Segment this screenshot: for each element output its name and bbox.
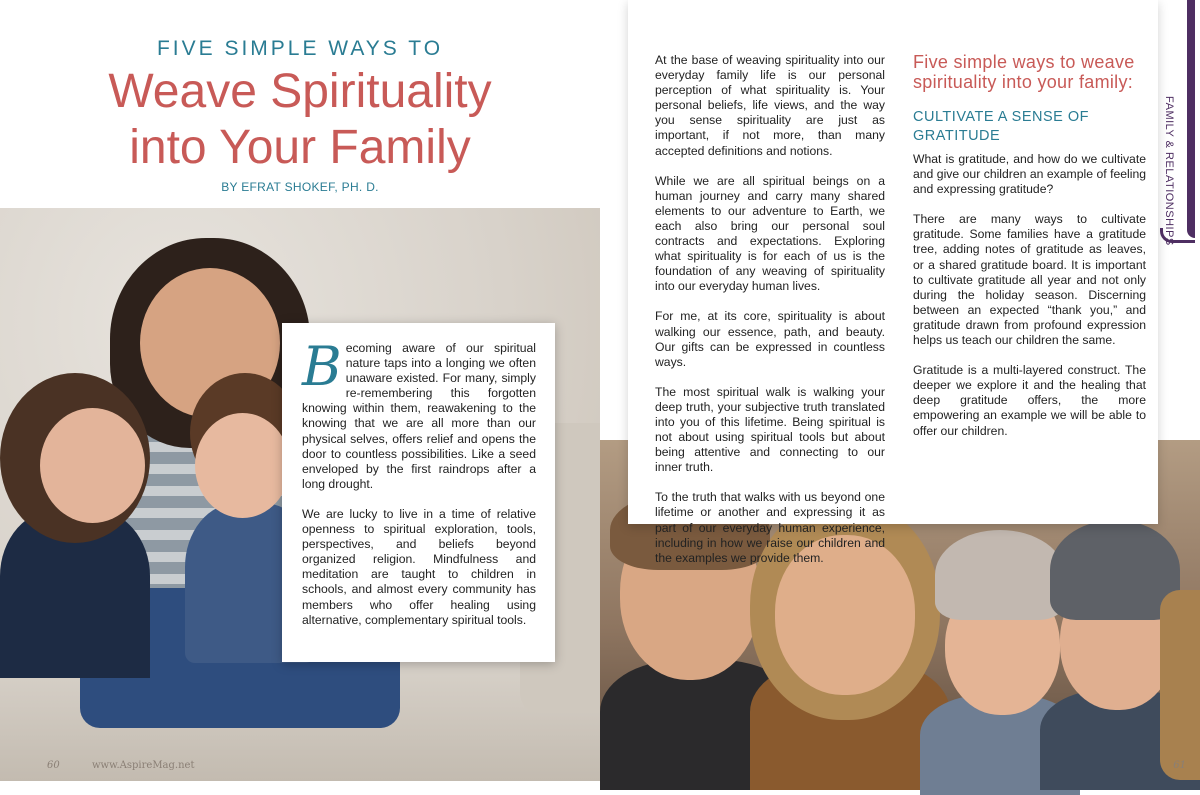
body-paragraph: The most spiritual walk is walking your deep truth, your subjective truth translated into you of this lifetime. Being spiritual is not about using spiritual tools but about being attentive and connecting to our inner truth. <box>655 384 885 475</box>
body-paragraph: For me, at its core, spirituality is about walking our essence, path, and beauty. Our gifts can be expressed in countless ways. <box>655 309 885 369</box>
boy-face <box>195 413 290 518</box>
byline: BY EFRAT SHOKEF, PH. D. <box>221 180 379 194</box>
body-paragraph: There are many ways to cultivate gratitude. Some families have a gratitude tree, adding notes of gratitude as leaves, or a shared gratitude board. It is important to cultivate gratitude all year and not only during the holiday season. Discerning between an expected “thank you,” and gratitude drawn from profound expression helps us teach our children the same. <box>913 212 1146 348</box>
section-tab <box>1160 96 1190 246</box>
page-number-left: 60 <box>47 760 60 771</box>
title-line-1: Weave Spirituality <box>108 65 492 118</box>
title-line-2: into Your Family <box>129 121 471 174</box>
intro-paragraph-2: We are lucky to live in a time of relative openness to spiritual exploration, tools, perspectives, and beliefs beyond organized religion. Mindfulness and meditation are taught to children in schools, and almost every community has members who offer healing using alternative, complementary spiritual tools. <box>302 506 536 627</box>
page-title <box>40 64 560 176</box>
body-paragraph: To the truth that walks with us beyond one lifetime or another and expressing it as part of our everyday human experience, including in how we raise our children and the examples we provide them. <box>655 490 885 565</box>
girl-face <box>40 408 145 523</box>
beanie-hat-light <box>935 530 1065 620</box>
middle-column <box>655 53 885 581</box>
section-tab-curve <box>1160 228 1195 243</box>
body-paragraph: At the base of weaving spirituality into our everyday family life is our personal perception of what spirituality is. Your personal beliefs, life views, and the way you sense spirituality are just as important, if not more, than many accepted definitions and notions. <box>655 53 885 158</box>
subheading-gratitude: CULTIVATE A SENSE OF GRATITUDE <box>913 109 1089 144</box>
footer-url: www.AspireMag.net <box>92 760 195 771</box>
right-column <box>913 52 1146 454</box>
intro-text-box <box>282 323 555 662</box>
body-paragraph: While we are all spiritual beings on a human journey and carry many shared elements to our adventure to Earth, we each also bring our personal soul contracts and expectations. Exploring what spirituality is for each of us is the foundation of any weaving of spirituality into our everyday human lives. <box>655 173 885 294</box>
section-heading: Five simple ways to weave spirituality into your family: <box>913 52 1135 92</box>
section-tab-label: FAMILY & RELATIONSHIPS <box>1163 96 1175 246</box>
intro-paragraph-1 <box>302 335 536 492</box>
body-paragraph: What is gratitude, and how do we cultivate and give our children an example of feeling and expressing gratitude? <box>913 152 1146 197</box>
drop-cap: B <box>302 335 342 398</box>
body-paragraph: Gratitude is a multi-layered construct. The deeper we explore it and the healing that deep gratitude offers, the more empowering an example we will be able to offer our children. <box>913 363 1146 438</box>
intro-paragraph-1-text: ecoming aware of our spiritual nature taps into a longing we often unaware existed. For many, simply re-remembering this forgotten knowing within them, reawakening to the knowing that we are all more than our physical selves, offers relief and opens the door to countless possibilities. Like a seed enveloped by the first raindrops after a long drought. <box>302 341 536 491</box>
side-hair <box>1160 590 1200 780</box>
page-number-right: 61 <box>1173 760 1186 771</box>
headline-kicker: FIVE SIMPLE WAYS TO <box>156 37 444 60</box>
